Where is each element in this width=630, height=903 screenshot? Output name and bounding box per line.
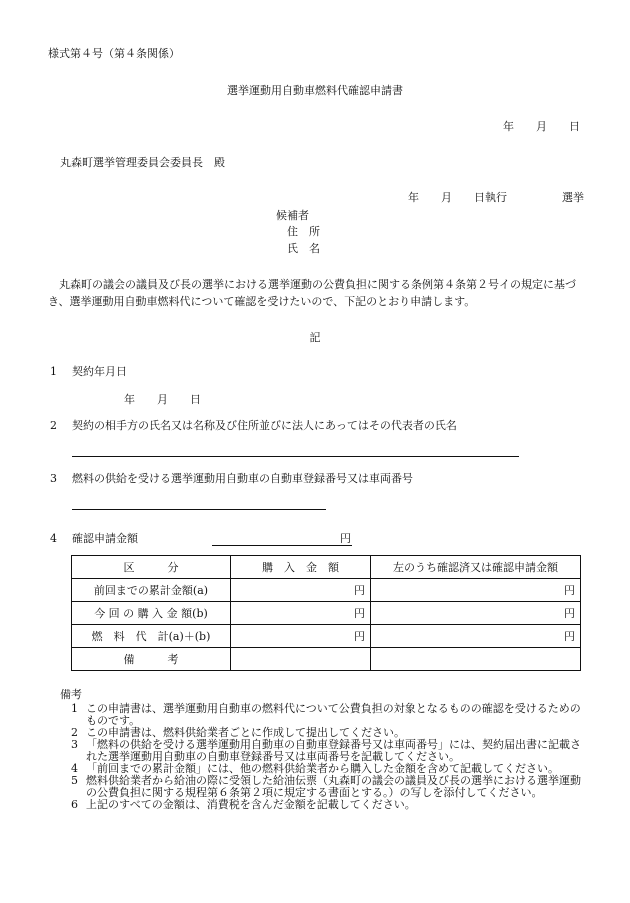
addressee: 丸森町選挙管理委員会委員長 殿 <box>60 156 225 169</box>
table-row <box>72 579 581 602</box>
table-row <box>72 648 581 671</box>
note-text: この申請書は、燃料供給業者ごとに作成して提出してください。 <box>86 726 405 739</box>
header-confirmed-amount: 左のうち確認済又は確認申請金額 <box>371 556 581 579</box>
contractor-line[interactable] <box>72 456 519 457</box>
candidate-address-label: 住 所 <box>287 225 320 238</box>
confirmed-amount-cell[interactable]: 円 <box>371 602 581 625</box>
table-row <box>72 625 581 648</box>
header-purchase-amount: 購 入 金 額 <box>231 556 371 579</box>
note-number: 2 <box>71 726 78 739</box>
item-3-number: 3 <box>50 472 57 485</box>
note-text: 上記のすべての金額は、消費税を含んだ金額を記載してください。 <box>86 798 416 811</box>
remarks-cell[interactable] <box>231 648 371 671</box>
confirmed-amount-cell[interactable]: 円 <box>371 579 581 602</box>
registration-line[interactable] <box>72 509 326 510</box>
purchase-amount-cell[interactable]: 円 <box>231 602 371 625</box>
amount-table <box>71 555 581 671</box>
ki-mark: 記 <box>309 331 321 344</box>
item-1-number: 1 <box>50 365 57 378</box>
table-header-row <box>72 556 581 579</box>
note-item <box>60 775 590 799</box>
contract-date: 年 月 日 <box>124 393 201 406</box>
amount-line[interactable] <box>212 545 352 546</box>
notes-section <box>60 689 590 811</box>
header-category: 区 分 <box>72 556 231 579</box>
remarks-cell[interactable] <box>371 648 581 671</box>
table-row <box>72 602 581 625</box>
body-text: 丸森町の議会の議員及び長の選挙における選挙運動の公費負担に関する条例第４条第２号イの規定に基づき、選挙運動用自動車燃料代について確認を受けたいので、下記のとおり申請します。 <box>48 278 576 308</box>
row-label: 前回までの累計金額(a) <box>72 579 231 602</box>
note-item <box>60 799 590 811</box>
amount-unit: 円 <box>340 532 351 545</box>
note-text: 燃料供給業者から給油の際に受領した給油伝票（丸森町の議会の議員及び長の選挙における選挙運動の公費負担に関する規程第６条第２項に規定する書面とする。）の写しを添付してください。 <box>86 774 581 799</box>
item-2-number: 2 <box>50 419 57 432</box>
note-text: 「燃料の供給を受ける選挙運動用自動車の自動車登録番号又は車両番号」には、契約届出書に記載された選挙運動用自動車の自動車登録番号又は車両番号を記載してください。 <box>86 738 581 763</box>
note-number: 5 <box>71 774 78 787</box>
note-number: 4 <box>71 762 78 775</box>
notes-title: 備考 <box>60 688 82 701</box>
candidate-label: 候補者 <box>276 209 309 222</box>
form-title: 選挙運動用自動車燃料代確認申請書 <box>227 84 403 97</box>
item-4-number: 4 <box>50 532 57 545</box>
note-number: 6 <box>71 798 78 811</box>
row-label: 今 回 の 購 入 金 額(b) <box>72 602 231 625</box>
note-text: この申請書は、選挙運動用自動車の燃料代について公費負担の対象となるものの確認を受けるためのものです。 <box>86 702 581 727</box>
item-4-label: 確認申請金額 <box>72 532 138 545</box>
confirmed-amount-cell[interactable]: 円 <box>371 625 581 648</box>
note-number: 1 <box>71 702 78 715</box>
note-item <box>60 739 590 763</box>
item-1-label: 契約年月日 <box>72 365 127 378</box>
purchase-amount-cell[interactable]: 円 <box>231 579 371 602</box>
purchase-amount-cell[interactable]: 円 <box>231 625 371 648</box>
note-number: 3 <box>71 738 78 751</box>
form-number: 様式第４号（第４条関係） <box>48 47 180 60</box>
note-text: 「前回までの累計金額」には、他の燃料供給業者から購入した金額を含めて記載してください。 <box>86 762 559 775</box>
candidate-name-label: 氏 名 <box>287 242 320 255</box>
row-label: 備 考 <box>72 648 231 671</box>
election-line: 年 月 日執行 選挙 <box>408 191 584 204</box>
item-3-label: 燃料の供給を受ける選挙運動用自動車の自動車登録番号又は車両番号 <box>72 472 413 485</box>
row-label: 燃 料 代 計(a)＋(b) <box>72 625 231 648</box>
item-2-label: 契約の相手方の氏名又は名称及び住所並びに法人にあってはその代表者の氏名 <box>72 419 457 432</box>
note-item <box>60 703 590 727</box>
application-date: 年 月 日 <box>503 120 580 133</box>
